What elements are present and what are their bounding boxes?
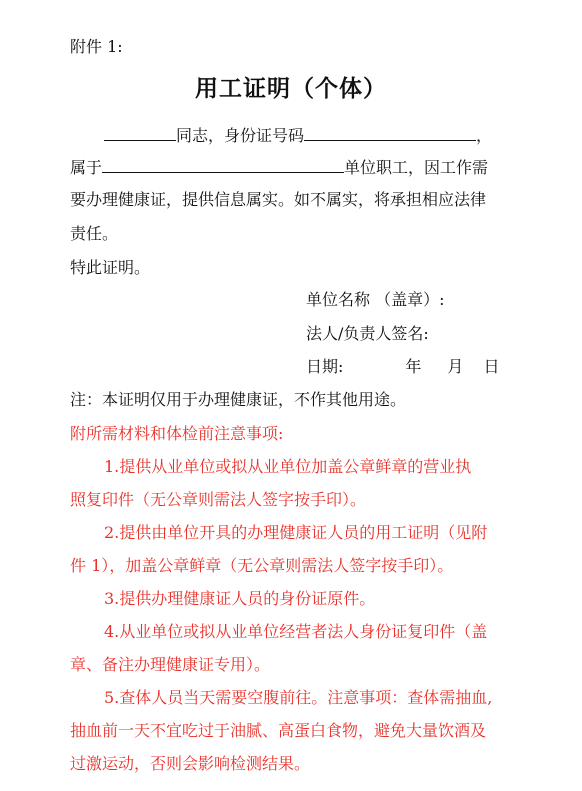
notice-heading: 附所需材料和体检前注意事项: xyxy=(70,424,284,443)
comma-text: ， xyxy=(476,126,493,145)
legal-person-signature-label: 法人/负责人签名: xyxy=(306,324,429,343)
attachment-label: 附件 1: xyxy=(70,37,123,56)
month-label: 月 xyxy=(447,357,464,376)
unit-staff-text: 单位职工，因工作需 xyxy=(344,158,489,177)
id-number-blank xyxy=(304,124,476,141)
notice-item-2-line-2: 件 1），加盖公章鲜章（无公章则需法人签字按手印）。 xyxy=(70,556,454,575)
notice-item-5-line-1: 5.查体人员当天需要空腹前往。注意事项：查体需抽血, xyxy=(104,688,493,707)
statement-line-2 xyxy=(70,156,488,179)
belongs-to-text: 属于 xyxy=(70,158,103,177)
page-title: 用工证明（个体） xyxy=(195,75,387,102)
comrade-id-text: 同志，身份证号码 xyxy=(176,126,305,145)
date-label: 日期: xyxy=(306,357,344,376)
notice-item-1-line-2: 照复印件（无公章则需法人签字按手印）。 xyxy=(70,490,367,509)
notice-item-5-line-2: 抽血前一天不宜吃过于油腻、高蛋白食物，避免大量饮酒及 xyxy=(70,721,487,740)
year-label: 年 xyxy=(405,357,422,376)
usage-note: 注：本证明仅用于办理健康证，不作其他用途。 xyxy=(70,390,407,409)
notice-item-4-line-2: 章、备注办理健康证专用）。 xyxy=(70,655,271,674)
date-line xyxy=(306,356,499,378)
notice-item-4-line-1: 4.从业单位或拟从业单位经营者法人身份证复印件（盖 xyxy=(104,622,488,641)
unit-name-seal-label: 单位名称 （盖章）: xyxy=(306,290,445,309)
statement-line-1 xyxy=(104,124,492,147)
statement-line-3: 要办理健康证，提供信息属实。如不属实，将承担相应法律 xyxy=(70,190,487,209)
statement-line-4: 责任。 xyxy=(70,224,119,243)
special-proof-text: 特此证明。 xyxy=(70,258,151,277)
notice-item-2-line-1: 2.提供由单位开具的办理健康证人员的用工证明（见附 xyxy=(104,523,488,542)
notice-item-5-line-3: 过激运动，否则会影响检测结果。 xyxy=(70,754,311,773)
day-label: 日 xyxy=(483,357,500,376)
notice-item-3: 3.提供办理健康证人员的身份证原件。 xyxy=(104,589,376,608)
notice-item-1-line-1: 1.提供从业单位或拟从业单位加盖公章鲜章的营业执 xyxy=(104,457,472,476)
unit-name-blank xyxy=(102,156,344,173)
name-blank xyxy=(104,124,176,141)
